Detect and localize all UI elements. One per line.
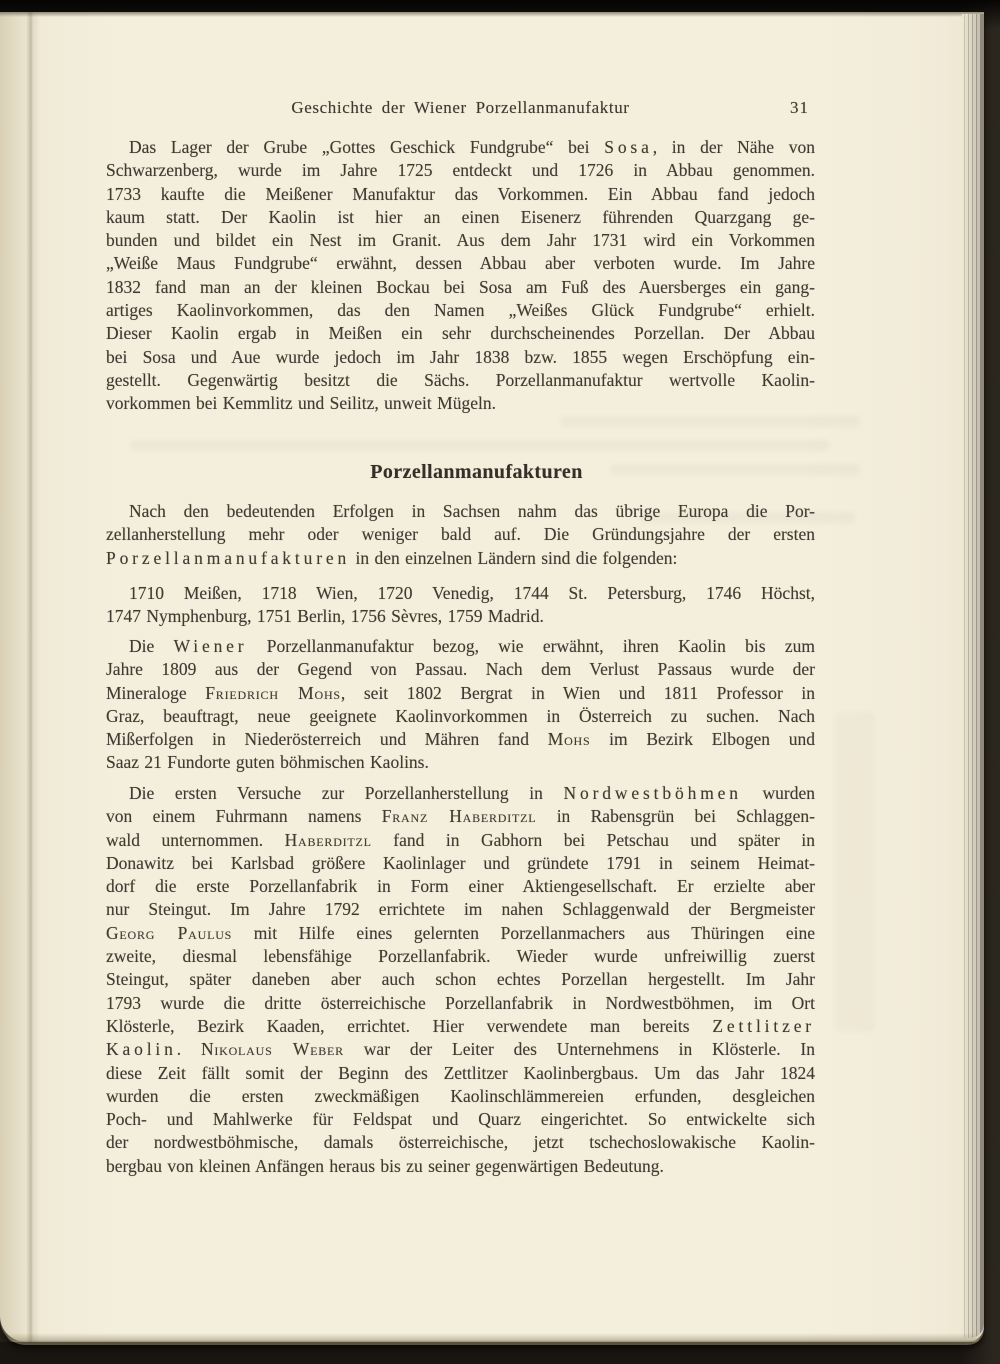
text-line — [106, 322, 815, 345]
body-text: Graz, beauftragt, neue geeignete Kaolinvorkommen in Österreich zu suchen. Nach — [106, 705, 815, 726]
text-line — [106, 829, 815, 852]
text-line — [106, 500, 815, 523]
spaced-emphasis-text: Wiener — [173, 636, 248, 656]
body-text: Die ersten Versuche zur Porzellanherstellung in — [129, 783, 564, 803]
text-line — [106, 705, 815, 728]
text-line — [106, 1155, 815, 1178]
text-line — [106, 782, 815, 805]
text-line — [106, 1131, 815, 1154]
body-text: 1793 wurde die dritte österreichische Porzellanfabrik in Nordwestböhmen, im Ort — [106, 992, 815, 1013]
text-line — [106, 252, 815, 275]
text-line — [106, 346, 815, 369]
body-text: zweite, diesmal lebensfähige Porzellanfabrik. Wieder wurde unfreiwillig zuerst — [106, 946, 815, 967]
body-text: Porzellanmanufaktur bezog, wie erwähnt, ihren Kaolin bis zum — [247, 636, 815, 656]
ink-show-through — [835, 712, 875, 1032]
body-text: bunden und bildet ein Nest im Granit. Aus dem Jahr 1731 wird ein Vorkommen — [106, 230, 815, 251]
body-text: war der Leiter des Unternehmens in Klösterle. In — [343, 1039, 816, 1060]
gutter-crease — [0, 12, 44, 1342]
body-text: Schwarzenberg, wurde im Jahre 1725 entdeckt und 1726 in Abbau genommen. — [106, 160, 815, 181]
text-line — [106, 751, 815, 774]
body-text: . — [176, 1039, 201, 1060]
body-text: in den einzelnen Ländern sind die folgenden: — [350, 547, 678, 568]
text-line — [106, 1015, 815, 1038]
text-line — [106, 945, 815, 968]
body-text: kaum statt. Der Kaolin ist hier an einen Eisenerz führenden Quarzgang ge- — [106, 206, 815, 227]
body-text: „Weiße Maus Fundgrube“ erwähnt, dessen Abbau aber verboten wurde. Im Jahre — [106, 253, 815, 274]
text-line — [106, 728, 815, 751]
body-text: wald unternommen. — [106, 829, 285, 850]
body-text: zellanherstellung mehr oder weniger bald auf. Die Gründungsjahre der ersten — [106, 524, 815, 545]
text-line — [106, 682, 815, 705]
body-text: dorf die erste Porzellanfabrik in Form einer Aktiengesellschaft. Er erzielte aber — [106, 876, 815, 897]
body-text: bei Sosa und Aue wurde jedoch im Jahr 1838 bzw. 1855 wegen Erschöpfung ein- — [106, 346, 815, 367]
text-line — [106, 1062, 815, 1085]
body-text: Klösterle, Bezirk Kaaden, errichtet. Hier verwendete man bereits — [106, 1015, 713, 1036]
person-name-smallcaps: Nikolaus Weber — [200, 1039, 344, 1060]
text-line — [106, 1038, 815, 1061]
text-line — [106, 852, 815, 875]
book-page — [0, 12, 984, 1342]
body-text: nur Steingut. Im Jahre 1792 errichtete im nahen Schlaggenwald der Bergmeister — [106, 899, 815, 920]
body-text: Nach den bedeutenden Erfolgen in Sachsen nahm das übrige Europa die Por- — [129, 501, 815, 521]
text-line — [106, 582, 815, 605]
text-line — [106, 658, 815, 681]
body-text: mit Hilfe eines gelernten Porzellanmachers aus Thüringen eine — [232, 922, 815, 943]
text-line — [106, 922, 815, 945]
spaced-emphasis-text: Zettlitzer — [712, 1015, 815, 1036]
body-text: Mißerfolgen in Niederösterreich und Mähren fand — [106, 729, 548, 750]
spaced-emphasis-text: Kaolin — [106, 1039, 177, 1060]
body-text: Donawitz bei Karlsbad größere Kaolinlager und gründete 1791 in seinem Heimat- — [106, 852, 815, 873]
text-line — [106, 875, 815, 898]
paragraph-kaolin-sosa — [106, 136, 815, 416]
text-line — [106, 276, 815, 299]
running-header-title: Geschichte der Wiener Porzellanmanufaktur — [291, 98, 630, 117]
text-line — [106, 992, 815, 1015]
body-text: Steingut, später daneben aber auch schon echtes Porzellan hergestellt. Im Jahr — [106, 969, 815, 990]
person-name-smallcaps: Mohs — [547, 729, 591, 750]
spaced-emphasis-text: Nordwestböhmen — [563, 783, 742, 803]
founding-years-list — [106, 582, 815, 629]
text-line — [106, 369, 815, 392]
page-number: 31 — [790, 98, 809, 117]
body-text: Poch- und Mahlwerke für Feldspat und Quarz eingerichtet. So entwickelte sich — [106, 1109, 815, 1130]
text-line — [106, 805, 815, 828]
body-text: von einem Fuhrmann namens — [106, 806, 382, 827]
text-line — [106, 299, 815, 322]
text-line — [106, 229, 815, 252]
body-text: gestellt. Gegenwärtig besitzt die Sächs. Porzellanmanufaktur wertvolle Kaolin- — [106, 369, 815, 390]
body-text: , seit 1802 Bergrat in Wien und 1811 Professor in — [340, 682, 815, 703]
body-text: vorkommen bei Kemmlitz und Seilitz, unweit Mügeln. — [106, 393, 496, 414]
body-text: artiges Kaolinvorkommen, das den Namen „Weißes Glück Fundgrube“ erhielt. — [106, 300, 815, 321]
text-line — [106, 523, 815, 546]
text-line — [106, 1108, 815, 1131]
body-text: Das Lager der Grube „Gottes Geschick Fundgrube“ bei — [129, 137, 605, 157]
text-line — [106, 605, 815, 628]
body-text: Mineraloge — [106, 682, 206, 703]
body-text: im Bezirk Elbogen und — [590, 729, 815, 750]
paragraph-wiener-manufaktur-mohs — [106, 635, 815, 775]
person-name-smallcaps: Friedrich Mohs — [205, 682, 341, 703]
person-name-smallcaps: Haberditzl — [284, 829, 372, 850]
body-text: Die — [129, 636, 174, 656]
text-line — [106, 183, 815, 206]
body-text: 1747 Nymphenburg, 1751 Berlin, 1756 Sèvres, 1759 Madrid. — [106, 606, 544, 627]
person-name-smallcaps: Franz Haberditzl — [381, 806, 537, 827]
text-line — [106, 136, 815, 159]
text-line — [106, 1085, 815, 1108]
text-line — [106, 898, 815, 921]
text-line — [106, 635, 815, 658]
body-text: fand in Gabhorn bei Petschau und später in — [371, 829, 815, 850]
body-text: bergbau von kleinen Anfängen heraus bis zu seiner gegenwärtigen Bedeutung. — [106, 1155, 664, 1176]
text-line — [106, 159, 815, 182]
body-text: wurden — [741, 783, 816, 803]
text-line — [106, 968, 815, 991]
text-line — [106, 392, 815, 415]
body-text: wurden die ersten zweckmäßigen Kaolinschlämmereien erfunden, desgleichen — [106, 1085, 815, 1106]
body-text: Jahre 1809 aus der Gegend von Passau. Nach dem Verlust Passaus wurde der — [106, 659, 815, 680]
text-column — [106, 12, 815, 1342]
paragraph-gruendungsjahre — [106, 500, 815, 570]
body-text: Dieser Kaolin ergab in Meißen ein sehr durchscheinendes Porzellan. Der Abbau — [106, 323, 815, 344]
person-name-smallcaps: Georg Paulus — [106, 922, 233, 943]
body-text: der nordwestböhmische, damals österreichische, jetzt tschechoslowakische Kaolin- — [106, 1132, 815, 1153]
text-line — [106, 206, 815, 229]
body-text: in Rabensgrün bei Schlaggen- — [536, 806, 815, 827]
body-text: 1710 Meißen, 1718 Wien, 1720 Venedig, 1744 St. Petersburg, 1746 Höchst, — [129, 583, 815, 603]
body-text: diese Zeit fällt somit der Beginn des Zettlitzer Kaolinbergbaus. Um das Jahr 1824 — [106, 1062, 815, 1083]
paragraph-nordwestboehmen — [106, 782, 815, 1178]
body-text: 1832 fand man an der kleinen Bockau bei Sosa am Fuß des Auersberges ein gang- — [106, 276, 815, 297]
spaced-emphasis-text: Sosa — [604, 137, 653, 157]
spaced-emphasis-text: Porzellanmanufakturen — [106, 547, 351, 568]
body-text: 1733 kaufte die Meißener Manufaktur das Vorkommen. Ein Abbau fand jedoch — [106, 183, 815, 204]
page-edge-stack — [962, 14, 984, 1338]
body-text: Saaz 21 Fundorte guten böhmischen Kaolins. — [106, 752, 429, 773]
body-text: , in der Nähe von — [652, 137, 815, 157]
section-heading: Porzellanmanufakturen — [370, 461, 583, 483]
text-line — [106, 547, 815, 570]
